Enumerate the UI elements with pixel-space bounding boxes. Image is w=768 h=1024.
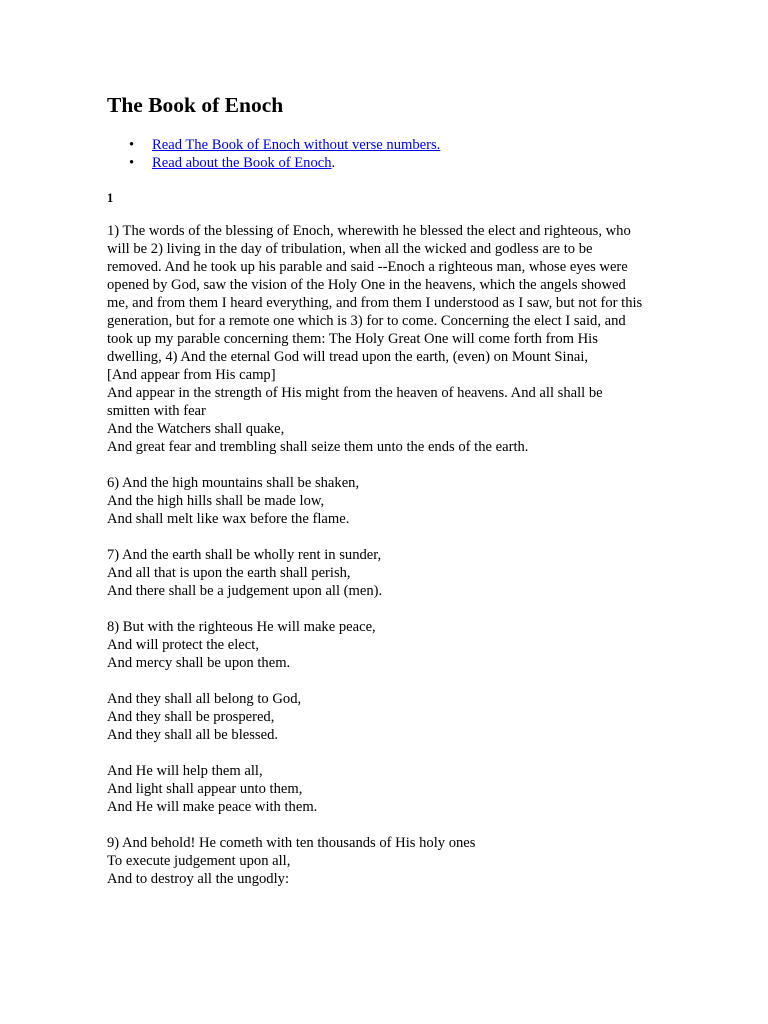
- paragraph-gap: [107, 744, 667, 762]
- paragraph-gap: [107, 816, 667, 834]
- body-text: [107, 222, 667, 888]
- text-line: And they shall be prospered,: [107, 709, 275, 725]
- text-line: 8) But with the righteous He will make peace,: [107, 619, 376, 635]
- text-line: smitten with fear: [107, 403, 206, 419]
- page-title: The Book of Enoch: [107, 93, 284, 117]
- text-line: 6) And the high mountains shall be shaken,: [107, 475, 360, 491]
- text-line: And great fear and trembling shall seize them unto the ends of the earth.: [107, 439, 529, 455]
- text-line: And He will help them all,: [107, 763, 263, 779]
- text-line: 7) And the earth shall be wholly rent in sunder,: [107, 547, 382, 563]
- paragraph-gap: [107, 600, 667, 618]
- text-line: And to destroy all the ungodly:: [107, 871, 289, 887]
- text-line: dwelling, 4) And the eternal God will tread upon the earth, (even) on Mount Sinai,: [107, 349, 589, 365]
- text-line: And mercy shall be upon them.: [107, 655, 291, 671]
- text-line: took up my parable concerning them: The Holy Great One will come forth from His: [107, 331, 598, 347]
- text-line: And light shall appear unto them,: [107, 781, 303, 797]
- text-line: And they shall all be blessed.: [107, 727, 279, 743]
- text-line: opened by God, saw the vision of the Holy One in the heavens, which the angels showed: [107, 277, 626, 293]
- text-line: And will protect the elect,: [107, 637, 259, 653]
- text-line: me, and from them I heard everything, and from them I understood as I saw, but not for this: [107, 295, 643, 311]
- text-line: removed. And he took up his parable and said --Enoch a righteous man, whose eyes were: [107, 259, 628, 275]
- link-suffix: .: [331, 155, 336, 171]
- list-item: [107, 154, 440, 172]
- link-without-verse-numbers[interactable]: Read The Book of Enoch without verse numbers.: [152, 137, 441, 153]
- text-line: [And appear from His camp]: [107, 367, 276, 383]
- text-line: And the high hills shall be made low,: [107, 493, 325, 509]
- chapter-number: 1: [107, 191, 114, 205]
- paragraph-gap: [107, 528, 667, 546]
- text-line: And shall melt like wax before the flame.: [107, 511, 350, 527]
- text-line: 1) The words of the blessing of Enoch, wherewith he blessed the elect and righteous, who: [107, 223, 631, 239]
- text-line: And the Watchers shall quake,: [107, 421, 285, 437]
- text-line: And they shall all belong to God,: [107, 691, 302, 707]
- paragraph-gap: [107, 456, 667, 474]
- text-line: To execute judgement upon all,: [107, 853, 291, 869]
- link-list: [107, 136, 440, 172]
- text-line: will be 2) living in the day of tribulation, when all the wicked and godless are to be: [107, 241, 593, 257]
- text-line: 9) And behold! He cometh with ten thousands of His holy ones: [107, 835, 476, 851]
- text-line: And all that is upon the earth shall perish,: [107, 565, 351, 581]
- text-line: generation, but for a remote one which is 3) for to come. Concerning the elect I said, and: [107, 313, 626, 329]
- text-line: And there shall be a judgement upon all (men).: [107, 583, 383, 599]
- paragraph-gap: [107, 672, 667, 690]
- list-item: [107, 136, 440, 154]
- text-line: And He will make peace with them.: [107, 799, 318, 815]
- link-about-book[interactable]: Read about the Book of Enoch: [152, 155, 332, 171]
- text-line: And appear in the strength of His might from the heaven of heavens. And all shall be: [107, 385, 603, 401]
